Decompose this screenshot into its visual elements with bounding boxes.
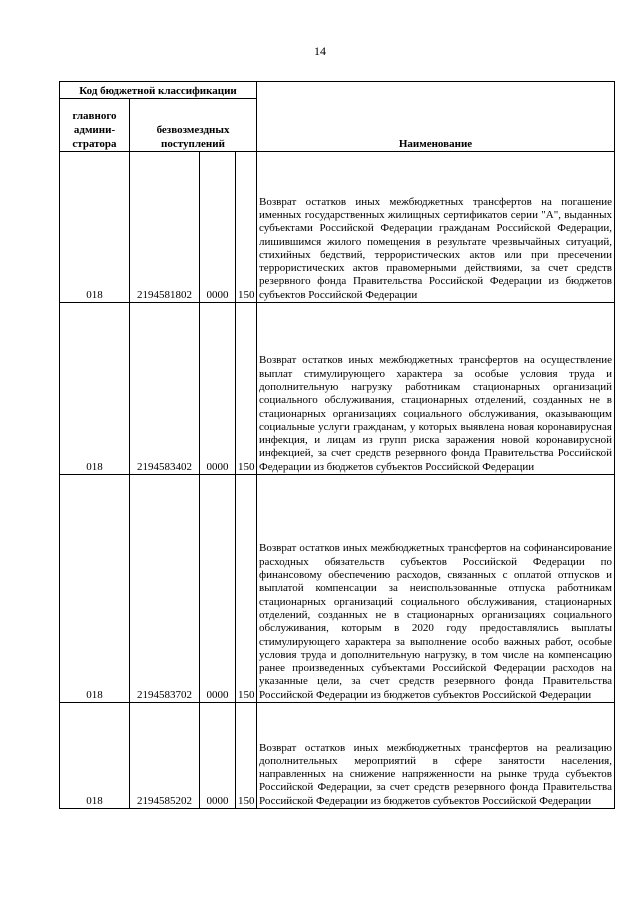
subtype-code: 0000 (200, 303, 236, 475)
row-description (257, 703, 615, 809)
table-row (60, 303, 615, 475)
income-code: 2194585202 (130, 703, 200, 809)
table-row (60, 703, 615, 809)
admin-code: 018 (60, 703, 130, 809)
classification-code: 150 (236, 475, 257, 703)
header-income (130, 99, 257, 152)
classification-code: 150 (236, 703, 257, 809)
page-number: 14 (314, 44, 326, 58)
header-name: Наименование (257, 82, 615, 152)
row-description-text: Возврат остатков иных межбюджетных трансфертов на реализацию дополнительных мероприятий в сфере занятости населения, направленных на снижение напряженности на рынке труда субъектов Российской Федерации, за счет средств резервного фонда Правительства Российской Федерации из бюджетов субъектов Российской Федерации (259, 741, 612, 807)
classification-code: 150 (236, 303, 257, 475)
admin-code: 018 (60, 475, 130, 703)
income-code: 2194581802 (130, 152, 200, 303)
budget-classification-table (59, 81, 615, 809)
admin-code: 018 (60, 303, 130, 475)
header-budget-code: Код бюджетной классификации (60, 82, 257, 99)
subtype-code: 0000 (200, 152, 236, 303)
header-row-group (60, 82, 615, 99)
classification-code: 150 (236, 152, 257, 303)
income-code: 2194583402 (130, 303, 200, 475)
header-admin (60, 99, 130, 152)
table-row (60, 152, 615, 303)
table-row (60, 475, 615, 703)
row-description-text: Возврат остатков иных межбюджетных трансфертов на софинансирование расходных обязательств субъектов Российской Федерации по финансовому обеспечению расходов, связанных с оплатой отпусков и выплатой компенсации за неиспользованные отпуска работникам стационарных организаций социального обслуживания, стационарных отделений, созданных не в стационарных организациях социального обслуживания, которым в 2020 году предоставлялись выплаты стимулирующего характера за выполнение особо важных работ, особые условия труда и дополнительную нагрузку, в том числе на компенсацию ранее произведенных субъектами Российской Федерации расходов на указанные цели, за счет средств резервного фонда Правительства Российской Федерации из бюджетов субъектов Российской Федерации (259, 542, 612, 701)
row-description-text: Возврат остатков иных межбюджетных трансфертов на осуществление выплат стимулирующего характера за особые условия труда и дополнительную нагрузку работникам стационарных организаций социального обслуживания, стационарных отделений, созданных не в стационарных организациях социального обслуживания, оказывающим социальные услуги гражданам, у которых выявлена новая коронавирусная инфекция, и лицам из групп риска заражения новой коронавирусной инфекцией, за счет средств резервного фонда Правительства Российской Федерации из бюджетов субъектов Российской Федерации (259, 354, 612, 473)
header-admin-text: главного админи-стратора (72, 110, 117, 150)
header-income-text: безвозмездных поступлений (156, 124, 230, 150)
income-code: 2194583702 (130, 475, 200, 703)
subtype-code: 0000 (200, 475, 236, 703)
row-description (257, 152, 615, 303)
admin-code: 018 (60, 152, 130, 303)
row-description (257, 303, 615, 475)
row-description-text: Возврат остатков иных межбюджетных трансфертов на погашение именных государственных жилищных сертификатов серии "А", выданных субъектами Российской Федерации гражданам Российской Федерации, лишившимся жилого помещения в результате чрезвычайных ситуаций, стихийных бедствий, террористических актов или при пресечении террористических актов правомерными действиями, за счет средств резервного фонда Правительства Российской Федерации из бюджетов субъектов Российской Федерации (259, 195, 612, 301)
row-description (257, 475, 615, 703)
subtype-code: 0000 (200, 703, 236, 809)
